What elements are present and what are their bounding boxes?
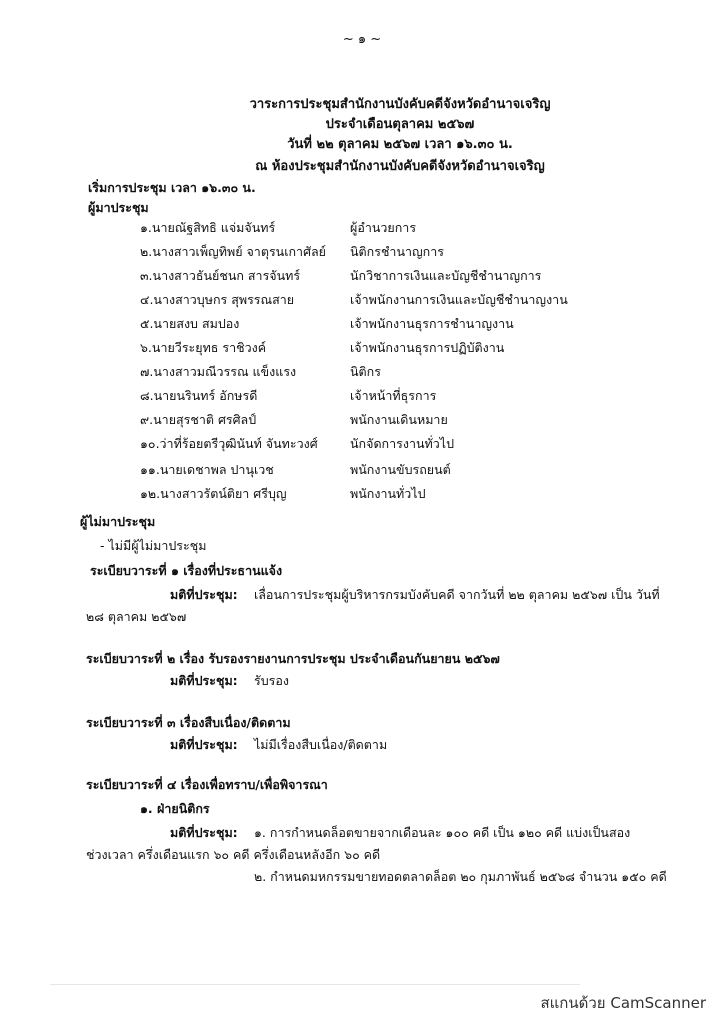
absent-note: - ไม่มีผู้ไม่มาประชุม	[100, 538, 207, 553]
scanner-watermark: สแกนด้วย CamScanner	[540, 994, 706, 1012]
resolution-label: มติที่ประชุม:	[170, 673, 238, 688]
resolution-label: มติที่ประชุม:	[170, 737, 238, 752]
agenda-heading: ระเบียบวาระที่ ๒ เรื่อง รับรองรายงานการประชุม ประจำเดือนกันยายน ๒๕๖๗	[86, 651, 500, 666]
attendee-position: เจ้าพนักงานธุรการชำนาญงาน	[350, 316, 514, 331]
agenda-heading: ระเบียบวาระที่ ๑ เรื่องที่ประธานแจ้ง	[90, 563, 283, 578]
attendee-name: ๓.นางสาวธันย์ชนก สารจันทร์	[140, 268, 301, 283]
attendee-name: ๕.นายสงบ สมปอง	[140, 316, 240, 331]
page-number: ~ ๑ ~	[342, 32, 382, 47]
meeting-start: เริ่มการประชุม เวลา ๑๖.๓๐ น.	[88, 180, 256, 195]
attendee-position: เจ้าพนักงานธุรการปฏิบัติงาน	[350, 340, 505, 355]
attendee-name: ๘.นายนรินทร์ อักษรดี	[140, 388, 258, 403]
agenda-heading: ระเบียบวาระที่ ๓ เรื่องสืบเนื่อง/ติดตาม	[86, 715, 291, 730]
title-line-3: วันที่ ๒๒ ตุลาคม ๒๕๖๗ เวลา ๑๖.๓๐ น.	[287, 137, 513, 152]
attendee-position: นิติกร	[350, 364, 381, 379]
attendee-name: ๑.นายณัฐสิทธิ แจ่มจันทร์	[140, 220, 276, 235]
resolution-text: ๒. กำหนดมหกรรมขายทอดตลาดล็อต ๒๐ กุมภาพันธ์ ๒๕๖๘ จำนวน ๑๕๐ คดี	[254, 869, 667, 884]
attendee-position: ผู้อำนวยการ	[350, 220, 417, 235]
resolution-label: มติที่ประชุม:	[170, 825, 238, 840]
title-line-1: วาระการประชุมสำนักงานบังคับคดีจังหวัดอำนาจเจริญ	[249, 97, 551, 112]
resolution-label: มติที่ประชุม:	[170, 587, 238, 602]
resolution-text: ๑. การกำหนดล็อตขายจากเดือนละ ๑๐๐ คดี เป็น ๑๒๐ คดี แบ่งเป็นสอง	[254, 825, 631, 840]
attendee-name: ๔.นางสาวบุษกร สุพรรณสาย	[140, 292, 295, 307]
attendee-name: ๒.นางสาวเพ็ญทิพย์ จาตุรนเกาศัลย์	[140, 244, 326, 259]
attendee-position: นิติกรชำนาญการ	[350, 244, 444, 259]
attendees-heading: ผู้มาประชุม	[88, 200, 149, 215]
resolution-text: ไม่มีเรื่องสืบเนื่อง/ติดตาม	[254, 737, 388, 752]
page-edge-shadow	[50, 984, 580, 985]
attendee-name: ๑๐.ว่าที่ร้อยตรีวุฒินันท์ จันทะวงศ์	[140, 436, 318, 451]
attendee-position: พนักงานเดินหมาย	[350, 412, 448, 427]
title-line-2: ประจำเดือนตุลาคม ๒๕๖๗	[325, 117, 475, 132]
attendee-name: ๖.นายวีระยุทธ ราชิวงค์	[140, 340, 267, 355]
absent-heading: ผู้ไม่มาประชุม	[80, 514, 156, 529]
agenda-heading: ระเบียบวาระที่ ๔ เรื่องเพื่อทราบ/เพื่อพิจารณา	[86, 777, 328, 792]
attendee-position: นักจัดการงานทั่วไป	[350, 436, 455, 451]
attendee-name: ๗.นางสาวมณีวรรณ แข็งแรง	[140, 364, 297, 379]
agenda-subheading: ๑. ฝ่ายนิติกร	[140, 801, 210, 816]
attendee-position: พนักงานขับรถยนต์	[350, 462, 451, 477]
resolution-text-continued: ๒๘ ตุลาคม ๒๕๖๗	[86, 609, 187, 624]
resolution-text-continued: ช่วงเวลา ครึ่งเดือนแรก ๖๐ คดี ครึ่งเดือนหลังอีก ๖๐ คดี	[86, 847, 381, 862]
attendee-position: นักวิชาการเงินและบัญชีชำนาญการ	[350, 268, 542, 283]
resolution-text: รับรอง	[254, 673, 289, 688]
resolution-text: เลื่อนการประชุมผู้บริหารกรมบังคับคดี จากวันที่ ๒๒ ตุลาคม ๒๕๖๗ เป็น วันที่	[254, 587, 660, 602]
title-line-4: ณ ห้องประชุมสำนักงานบังคับคดีจังหวัดอำนาจเจริญ	[255, 159, 545, 174]
attendee-name: ๑๒.นางสาวรัตน์ติยา ศรีบุญ	[140, 486, 287, 501]
attendee-position: พนักงานทั่วไป	[350, 486, 426, 501]
attendee-position: เจ้าหน้าที่ธุรการ	[350, 388, 437, 403]
attendee-name: ๙.นายสุรชาติ ศรศิลป์	[140, 412, 257, 427]
attendee-name: ๑๑.นายเดชาพล ปานุเวช	[140, 462, 274, 477]
attendee-position: เจ้าพนักงานการเงินและบัญชีชำนาญงาน	[350, 292, 568, 307]
